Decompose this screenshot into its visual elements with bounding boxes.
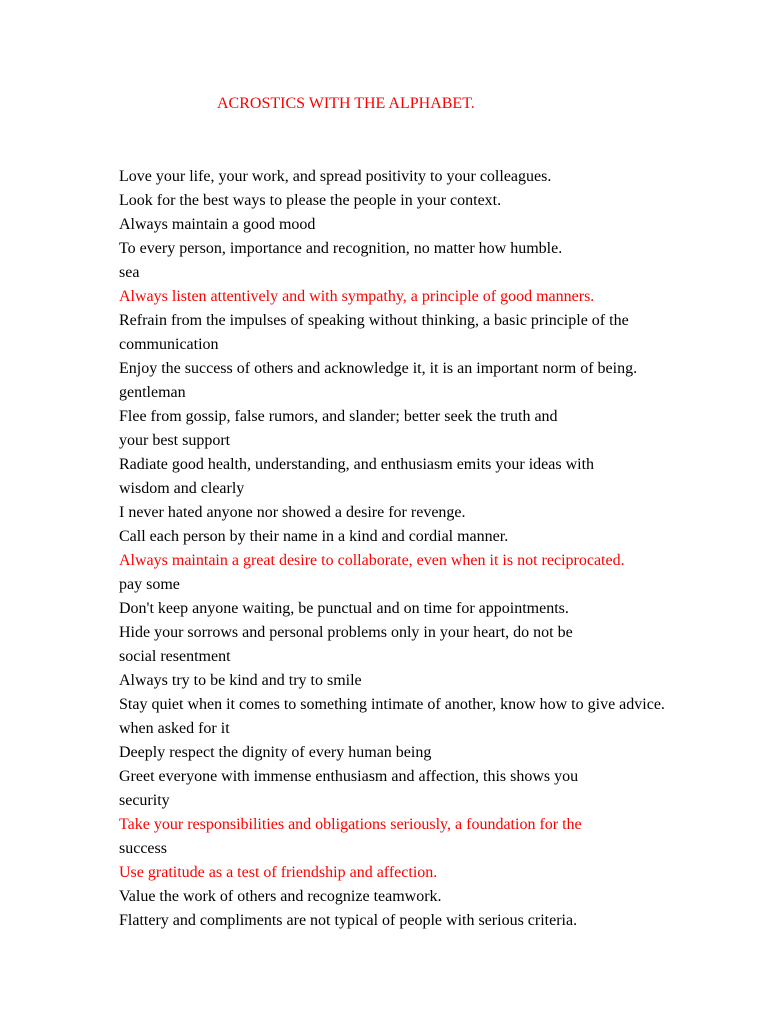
text-line: Refrain from the impulses of speaking without thinking, a basic principle of the: [119, 312, 629, 329]
text-line: Flattery and compliments are not typical of people with serious criteria.: [119, 912, 578, 929]
text-line: Use gratitude as a test of friendship and affection.: [119, 864, 438, 881]
text-line: security: [119, 792, 170, 809]
text-line: success: [119, 840, 167, 857]
text-line: Love your life, your work, and spread positivity to your colleagues.: [119, 168, 552, 185]
text-line: Call each person by their name in a kind and cordial manner.: [119, 528, 509, 545]
text-line: sea: [119, 264, 140, 281]
text-line: Always maintain a great desire to collaborate, even when it is not reciprocated.: [119, 552, 625, 569]
text-line: when asked for it: [119, 720, 230, 737]
text-line: social resentment: [119, 648, 231, 665]
text-line: Value the work of others and recognize teamwork.: [119, 888, 442, 905]
text-line: wisdom and clearly: [119, 480, 245, 497]
text-line: Always listen attentively and with sympathy, a principle of good manners.: [119, 288, 595, 305]
text-line: Look for the best ways to please the people in your context.: [119, 192, 502, 209]
text-line: To every person, importance and recognition, no matter how humble.: [119, 240, 563, 257]
text-line: Deeply respect the dignity of every human being: [119, 744, 432, 761]
text-line: Take your responsibilities and obligations seriously, a foundation for the: [119, 816, 582, 833]
text-line: Enjoy the success of others and acknowledge it, it is an important norm of being.: [119, 360, 638, 377]
text-line: I never hated anyone nor showed a desire for revenge.: [119, 504, 466, 521]
text-line: Always try to be kind and try to smile: [119, 672, 362, 689]
text-line: gentleman: [119, 384, 186, 401]
text-line: your best support: [119, 432, 231, 449]
document-body: [119, 165, 759, 933]
text-line: Greet everyone with immense enthusiasm and affection, this shows you: [119, 768, 579, 785]
text-line: Don't keep anyone waiting, be punctual and on time for appointments.: [119, 600, 569, 617]
text-line: Stay quiet when it comes to something intimate of another, know how to give advice.: [119, 696, 665, 713]
text-line: Flee from gossip, false rumors, and slander; better seek the truth and: [119, 408, 558, 425]
text-line: Hide your sorrows and personal problems only in your heart, do not be: [119, 624, 573, 641]
text-line: communication: [119, 336, 219, 353]
document-title: ACROSTICS WITH THE ALPHABET.: [217, 95, 475, 112]
text-line: Always maintain a good mood: [119, 216, 316, 233]
text-line: pay some: [119, 576, 180, 593]
text-line: Radiate good health, understanding, and enthusiasm emits your ideas with: [119, 456, 595, 473]
